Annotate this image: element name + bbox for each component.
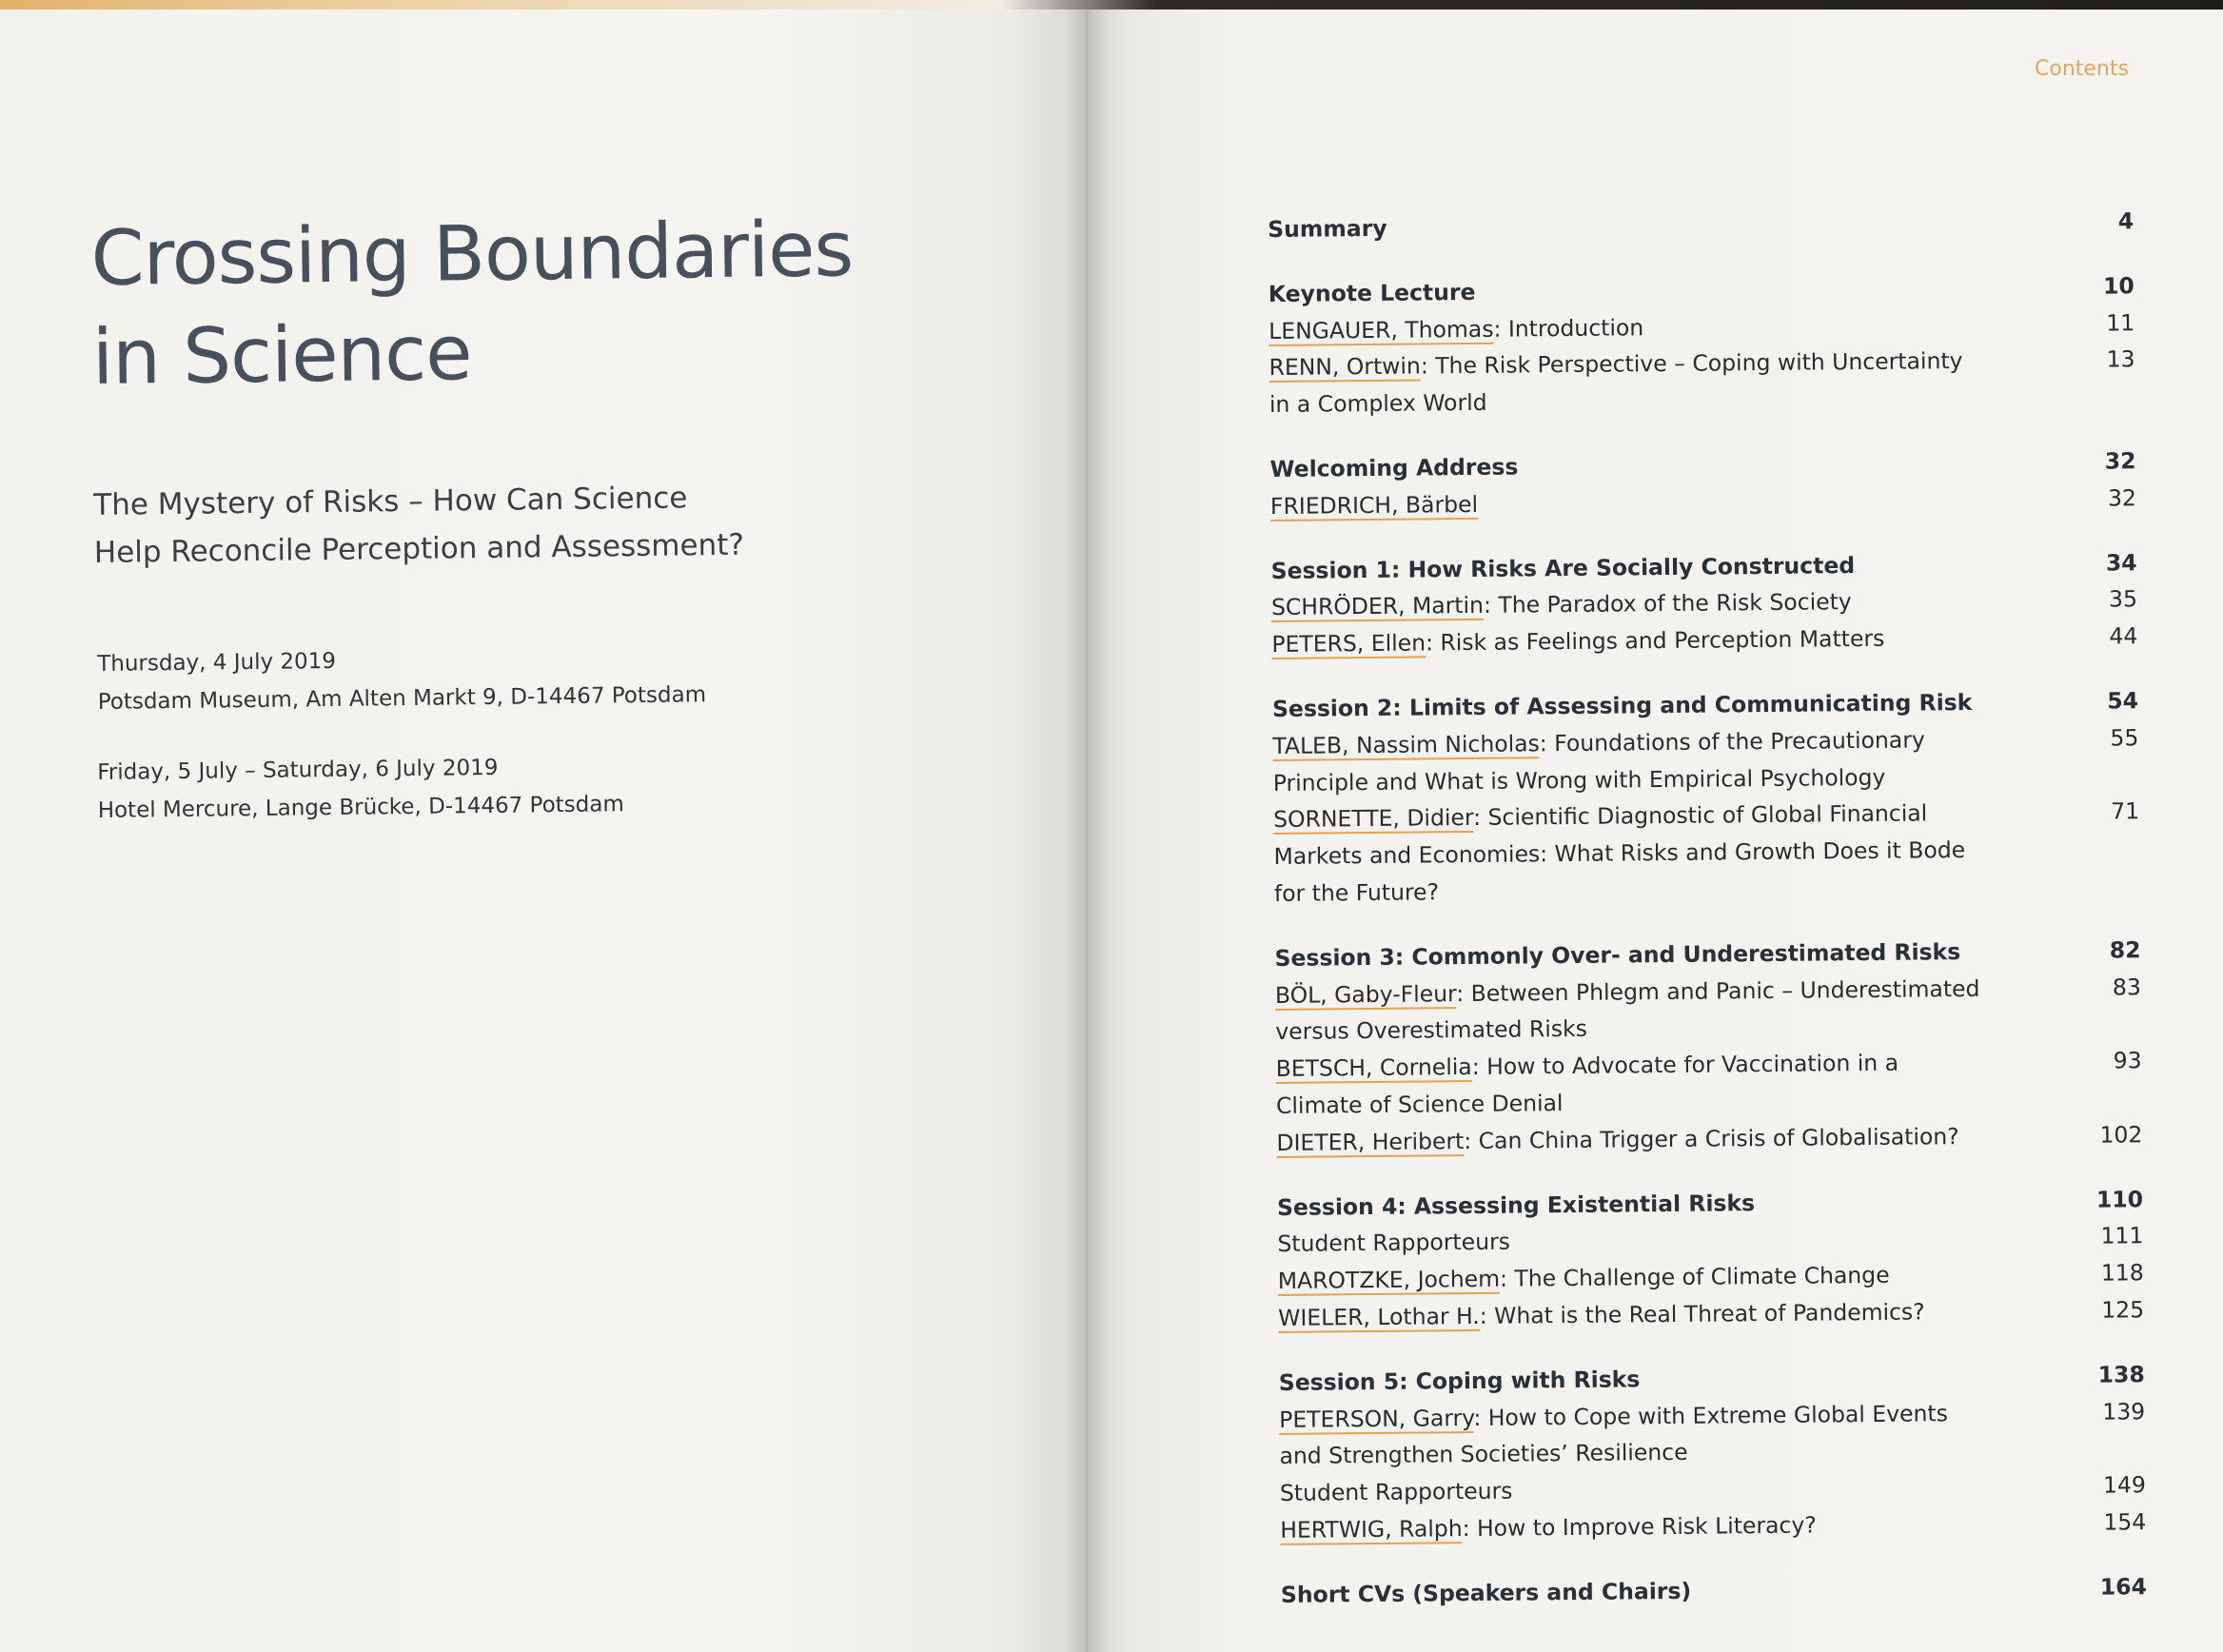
toc-section bbox=[1269, 442, 2136, 524]
toc-author-name: WIELER, Lothar H. bbox=[1278, 1302, 1480, 1331]
toc-page-number: 118 bbox=[2100, 1259, 2144, 1287]
toc-page-number: 138 bbox=[2097, 1360, 2145, 1388]
toc-section bbox=[1277, 1181, 2144, 1337]
toc-heading-text: Session 1: How Risks Are Socially Constructed bbox=[1270, 551, 1856, 584]
toc-author-name: PETERSON, Garry bbox=[1279, 1404, 1474, 1433]
event-details-day-1 bbox=[97, 635, 954, 721]
toc-entry-title: Student Rapporteurs bbox=[1279, 1477, 1513, 1507]
toc-page-number: 111 bbox=[2100, 1222, 2144, 1249]
toc-entry bbox=[1280, 1504, 2146, 1549]
subtitle-line: The Mystery of Risks – How Can Science bbox=[93, 481, 688, 522]
toc-page-number bbox=[2083, 867, 2140, 868]
toc-heading-text: Short CVs (Speakers and Chairs) bbox=[1280, 1577, 1692, 1608]
toc-author-name: PETERS, Ellen bbox=[1271, 629, 1426, 659]
book-title-line: Crossing Boundaries bbox=[90, 205, 854, 303]
toc-author-name: LENGAUER, Thomas bbox=[1269, 315, 1494, 344]
toc-page-number: 149 bbox=[2102, 1471, 2147, 1499]
event-date: Friday, 5 July – Saturday, 6 July 2019 bbox=[97, 755, 499, 785]
toc-page-number: 54 bbox=[2107, 687, 2139, 715]
toc-author-name: DIETER, Heribert bbox=[1276, 1127, 1465, 1156]
toc-entry-title: : The Challenge of Climate Change bbox=[1499, 1261, 1890, 1292]
event-details-day-2 bbox=[97, 743, 954, 830]
toc-page-number: 32 bbox=[2107, 484, 2137, 512]
event-date: Thursday, 4 July 2019 bbox=[97, 648, 337, 677]
subtitle-line: Help Reconcile Perception and Assessment? bbox=[93, 527, 745, 570]
toc-section bbox=[1269, 267, 2135, 423]
toc-entry-title: in a Complex World bbox=[1269, 388, 1487, 419]
toc-section bbox=[1274, 932, 2142, 1162]
toc-section-heading bbox=[1268, 203, 2134, 248]
left-page bbox=[0, 10, 1085, 1652]
toc-section bbox=[1279, 1356, 2147, 1549]
toc-entry-title: Markets and Economies: What Risks and Growth Does it Bode bbox=[1273, 836, 1966, 871]
toc-page-number: 164 bbox=[2099, 1572, 2148, 1601]
toc-page-number: 35 bbox=[2108, 585, 2138, 613]
toc-author-name: SCHRÖDER, Martin bbox=[1270, 592, 1485, 621]
toc-entry-title: : How to Improve Risk Literacy? bbox=[1462, 1511, 1817, 1543]
toc-section-heading bbox=[1281, 1568, 2147, 1614]
toc-entry-text bbox=[1276, 1117, 1999, 1161]
toc-page-number: 10 bbox=[2102, 272, 2134, 300]
toc-entry-title: versus Overestimated Risks bbox=[1275, 1015, 1588, 1046]
toc-author-name: HERTWIG, Ralph bbox=[1280, 1515, 1463, 1544]
toc-entry-title: for the Future? bbox=[1273, 878, 1440, 907]
event-venue: Hotel Mercure, Lange Brücke, D-14467 Potsdam bbox=[97, 792, 624, 823]
toc-author-name: RENN, Ortwin bbox=[1269, 352, 1422, 382]
toc-entry-title: and Strengthen Societies’ Resilience bbox=[1279, 1439, 1688, 1470]
toc-heading-text: Session 5: Coping with Risks bbox=[1278, 1366, 1641, 1396]
toc-page-number: 32 bbox=[2104, 447, 2136, 475]
toc-entry-title: Principle and What is Wrong with Empirical Psychology bbox=[1272, 763, 1886, 796]
toc-entry-title: : Foundations of the Precautionary bbox=[1539, 726, 1925, 757]
toc-entry bbox=[1269, 378, 2135, 423]
toc-author-name: FRIEDRICH, Bärbel bbox=[1269, 490, 1479, 520]
toc-entry-text bbox=[1278, 1293, 2001, 1337]
toc-page-number: 71 bbox=[2111, 797, 2140, 825]
toc-author-name: TALEB, Nassim Nicholas bbox=[1272, 730, 1540, 759]
toc-page-number: 4 bbox=[2117, 207, 2134, 235]
toc-entry-title: Student Rapporteurs bbox=[1277, 1228, 1511, 1258]
toc-entry bbox=[1276, 1116, 2142, 1162]
toc-section bbox=[1272, 682, 2140, 913]
toc-section bbox=[1281, 1568, 2147, 1614]
book-subtitle bbox=[93, 471, 951, 577]
toc-page-number: 82 bbox=[2109, 935, 2141, 964]
toc-entry-title: : The Paradox of the Risk Society bbox=[1483, 588, 1852, 620]
toc-section bbox=[1270, 544, 2137, 663]
toc-entry-title: : Can China Trigger a Crisis of Globalisation? bbox=[1464, 1122, 1959, 1154]
toc-heading-text: Keynote Lecture bbox=[1268, 278, 1476, 307]
toc-author-name: MAROTZKE, Jochem bbox=[1277, 1265, 1501, 1295]
toc-entry bbox=[1271, 618, 2137, 663]
toc-entry-title: : How to Cope with Extreme Global Events bbox=[1473, 1399, 1949, 1431]
toc-author-name: BETSCH, Cornelia bbox=[1275, 1053, 1472, 1083]
toc-entry-text bbox=[1269, 380, 1993, 423]
toc-heading-text: Session 3: Commonly Over- and Underestimated Risks bbox=[1274, 937, 1961, 972]
book-title bbox=[90, 199, 949, 407]
toc-heading-text: Welcoming Address bbox=[1269, 453, 1519, 482]
toc-entry-title: : Risk as Feelings and Perception Matters bbox=[1425, 624, 1885, 657]
toc-page-number: 110 bbox=[2095, 1185, 2144, 1213]
table-of-contents bbox=[1268, 203, 2147, 1641]
toc-entry-title: Climate of Science Denial bbox=[1275, 1090, 1564, 1119]
toc-heading-text: Session 4: Assessing Existential Risks bbox=[1276, 1189, 1756, 1221]
toc-entry-title: : Scientific Diagnostic of Global Financial bbox=[1473, 799, 1928, 832]
toc-entry-title: : What is the Real Threat of Pandemics? bbox=[1479, 1298, 1925, 1329]
toc-page-number: 154 bbox=[2103, 1508, 2147, 1536]
toc-page-number: 93 bbox=[2113, 1047, 2142, 1074]
event-venue: Potsdam Museum, Am Alten Markt 9, D-14467 Potsdam bbox=[97, 682, 707, 715]
toc-page-number: 34 bbox=[2105, 548, 2137, 577]
toc-entry-title: : How to Advocate for Vaccination in a bbox=[1471, 1049, 1899, 1081]
toc-heading-text: Summary bbox=[1268, 214, 1387, 243]
toc-page-number: 102 bbox=[2099, 1120, 2143, 1149]
toc-entry bbox=[1274, 867, 2140, 913]
toc-entry bbox=[1278, 1291, 2144, 1337]
running-head: Contents bbox=[2035, 57, 2129, 81]
toc-page-number: 13 bbox=[2106, 345, 2135, 373]
toc-page-number: 125 bbox=[2101, 1296, 2145, 1324]
toc-page-number: 139 bbox=[2102, 1397, 2146, 1426]
book-gutter bbox=[1064, 10, 1110, 1652]
toc-entry-text bbox=[1271, 620, 1995, 663]
toc-entry-text bbox=[1270, 481, 1994, 524]
toc-page-number: 44 bbox=[2109, 622, 2138, 650]
toc-section bbox=[1268, 203, 2134, 248]
toc-author-name: BÖL, Gaby-Fleur bbox=[1274, 979, 1457, 1009]
toc-page-number: 83 bbox=[2112, 973, 2141, 1001]
toc-entry-text bbox=[1274, 869, 1997, 913]
book-title-line: in Science bbox=[91, 308, 472, 402]
toc-entry-title: : The Risk Perspective – Coping with Uncertainty bbox=[1420, 347, 1963, 380]
toc-author-name: SORNETTE, Didier bbox=[1273, 804, 1474, 834]
toc-heading-text: Session 2: Limits of Assessing and Communicating Risk bbox=[1271, 688, 1973, 722]
toc-entry-title: : Between Phlegm and Panic – Underestimated bbox=[1456, 974, 1980, 1007]
toc-page-number: 11 bbox=[2106, 308, 2135, 337]
toc-entry bbox=[1270, 480, 2136, 525]
toc-entry-title: : Introduction bbox=[1493, 313, 1644, 343]
toc-entry-text bbox=[1280, 1505, 2003, 1549]
toc-page-number: 55 bbox=[2110, 724, 2139, 752]
